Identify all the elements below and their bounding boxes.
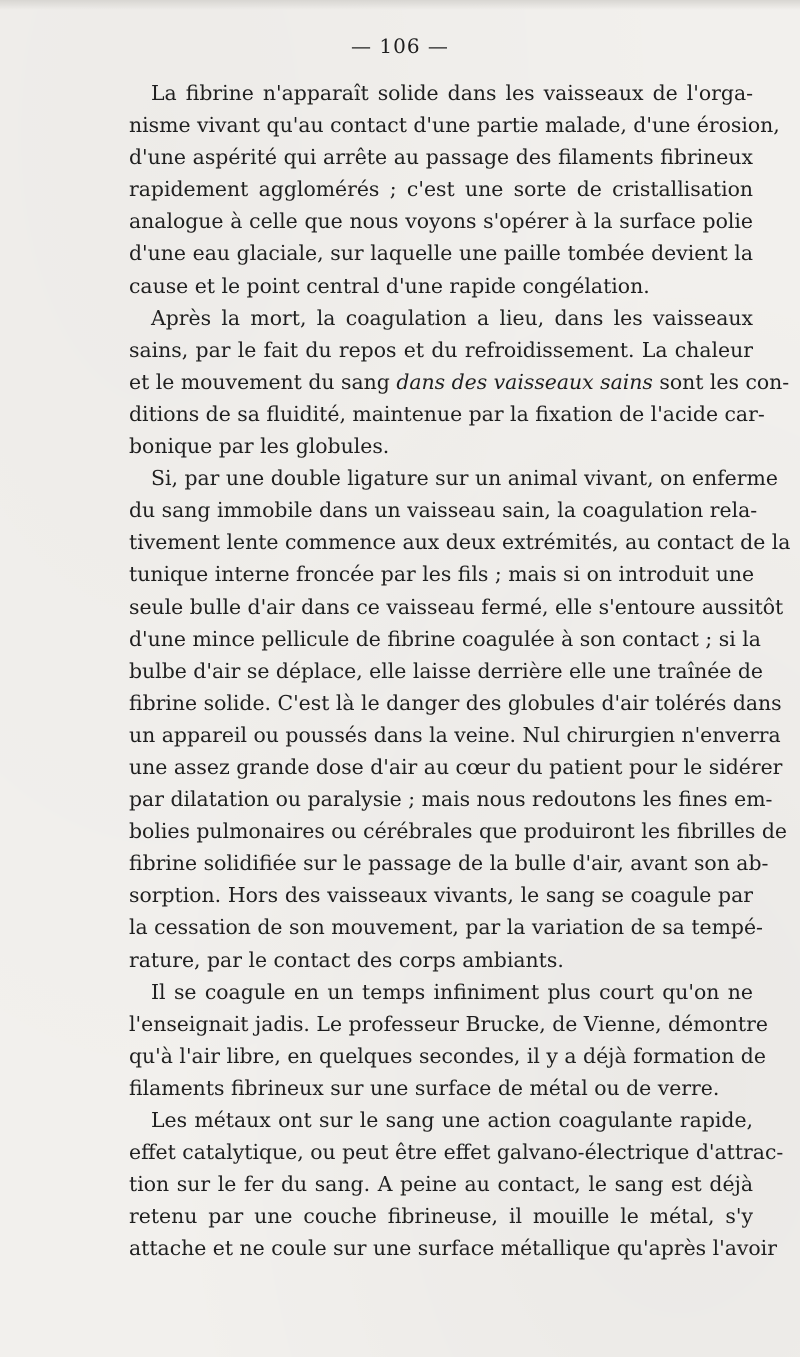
text-line: cause et le point central d'une rapide congélation. xyxy=(129,273,650,298)
text-line: filaments fibrineux sur une surface de métal ou de verre. xyxy=(129,1075,720,1100)
text-line: l'enseignait jadis. Le professeur Brucke, de Vienne, démontre xyxy=(129,1011,768,1036)
text-line: analogue à celle que nous voyons s'opérer à la surface polie xyxy=(129,209,753,234)
text-line: seule bulle d'air dans ce vaisseau fermé, elle s'entoure aussitôt xyxy=(129,594,784,619)
text-line: La fibrine n'apparaît solide dans les vaisseaux de l'orga- xyxy=(151,81,753,105)
text-line: fibrine solide. C'est là le danger des globules d'air tolérés dans xyxy=(129,690,782,715)
text-line: bolies pulmonaires ou cérébrales que produiront les fibrilles de xyxy=(129,819,787,844)
paragraph-4 xyxy=(129,976,768,1104)
text-line: retenu par une couche fibrineuse, il mouille le métal, s'y xyxy=(129,1204,753,1229)
italic-phrase: dans des vaisseaux sains xyxy=(396,369,653,394)
text-line: qu'à l'air libre, en quelques secondes, il y a déjà formation de xyxy=(129,1043,766,1068)
text-line: sains, par le fait du repos et du refroidissement. La chaleur xyxy=(129,337,753,362)
text-line: d'une mince pellicule de fibrine coagulée à son contact ; si la xyxy=(129,626,761,651)
text-line: une assez grande dose d'air au cœur du patient pour le sidérer xyxy=(129,754,783,779)
text-line: rapidement agglomérés ; c'est une sorte de cristallisation xyxy=(129,177,753,202)
text-line: Après la mort, la coagulation a lieu, dans les vaisseaux xyxy=(151,305,753,330)
text-line: la cessation de son mouvement, par la variation de sa tempé- xyxy=(129,915,763,940)
text-line: d'une eau glaciale, sur laquelle une paille tombée devient la xyxy=(129,241,753,266)
text-line: par dilatation ou paralysie ; mais nous redoutons les fines em- xyxy=(129,787,773,812)
body-text xyxy=(129,77,791,1264)
page-number: — 106 — xyxy=(351,34,449,58)
text-line: ditions de sa fluidité, maintenue par la fixation de l'acide car- xyxy=(129,401,765,426)
paragraph-3 xyxy=(129,462,791,976)
text-line: effet catalytique, ou peut être effet galvano-électrique d'attrac- xyxy=(129,1140,784,1165)
text-line: nisme vivant qu'au contact d'une partie malade, d'une érosion, xyxy=(129,113,780,138)
text-run: et le mouvement du sang xyxy=(129,369,397,394)
text-line: tivement lente commence aux deux extrémités, au contact de la xyxy=(129,530,791,555)
text-line: sorption. Hors des vaisseaux vivants, le sang se coagule par xyxy=(129,883,753,908)
text-line: tion sur le fer du sang. A peine au contact, le sang est déjà xyxy=(129,1172,753,1197)
text-line: du sang immobile dans un vaisseau sain, la coagulation rela- xyxy=(129,498,758,523)
text-line: bulbe d'air se déplace, elle laisse derrière elle une traînée de xyxy=(129,658,763,683)
page-top-edge xyxy=(0,0,800,10)
text-line: d'une aspérité qui arrête au passage des filaments fibrineux xyxy=(129,145,753,170)
text-line: fibrine solidifiée sur le passage de la bulle d'air, avant son ab- xyxy=(129,851,769,876)
paragraph-2 xyxy=(129,302,790,462)
text-line: Les métaux ont sur le sang une action coagulante rapide, xyxy=(151,1108,753,1132)
paragraph-5 xyxy=(129,1104,784,1264)
text-run: sont les con- xyxy=(652,369,790,394)
text-line: attache et ne coule sur une surface métallique qu'après l'avoir xyxy=(129,1236,777,1261)
text-line: bonique par les globules. xyxy=(129,434,390,459)
paragraph-1 xyxy=(129,77,780,302)
text-line: Il se coagule en un temps infiniment plus court qu'on ne xyxy=(151,979,753,1004)
text-line: rature, par le contact des corps ambiants. xyxy=(129,947,564,972)
text-line: un appareil ou poussés dans la veine. Nul chirurgien n'enverra xyxy=(129,722,781,747)
text-line-mixed xyxy=(129,366,790,398)
text-line: tunique interne froncée par les fils ; mais si on introduit une xyxy=(129,562,755,587)
text-line: Si, par une double ligature sur un animal vivant, on enferme xyxy=(151,466,778,491)
